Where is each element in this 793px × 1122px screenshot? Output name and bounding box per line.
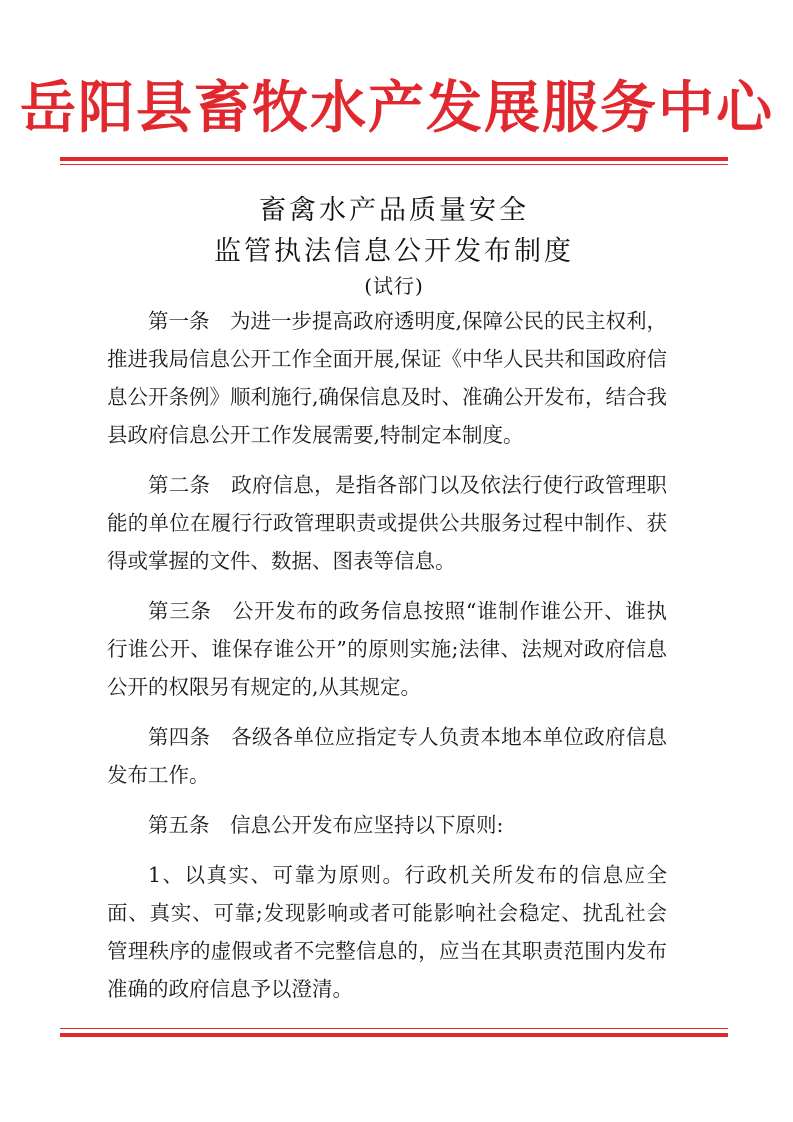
footer-red-rule-thin <box>60 1028 728 1029</box>
document-title-line-1: 畜禽水产品质量安全 <box>259 195 529 226</box>
article-2: 第二条 政府信息，是指各部门以及依法行使行政管理职能的单位在履行行政管理职责或提供公共服务过程中制作、获得或掌握的文件、数据、图表等信息。 <box>107 473 667 573</box>
document-body <box>107 302 667 1008</box>
organization-title: 岳阳县畜牧水产发展服务中心 <box>20 75 774 141</box>
article-5-item-1: 1、以真实、可靠为原则。行政机关所发布的信息应全面、真实、可靠;发现影响或者可能影响社会稳定、扰乱社会管理秩序的虚假或者不完整信息的，应当在其职责范围内发布准确的政府信息予以澄清。 <box>107 863 667 1001</box>
org-header <box>20 68 774 148</box>
header-red-rule-thin <box>60 164 728 165</box>
article-3: 第三条 公开发布的政务信息按照“谁制作谁公开、谁执行谁公开、谁保存谁公开”的原则实施;法律、法规对政府信息公开的权限另有规定的,从其规定。 <box>107 599 667 699</box>
article-4: 第四条 各级各单位应指定专人负责本地本单位政府信息发布工作。 <box>107 725 667 787</box>
article-1: 第一条 为进一步提高政府透明度,保障公民的民主权利，推进我局信息公开工作全面开展,保证《中华人民共和国政府信息公开条例》顺利施行,确保信息及时、准确公开发布，结合我县政府信息公开工作发展需要,特制定本制度。 <box>107 309 668 447</box>
document-subtitle: (试行) <box>364 274 424 298</box>
header-red-rule <box>60 157 728 161</box>
footer-red-rule <box>60 1033 728 1037</box>
document-title-line-2: 监管执法信息公开发布制度 <box>214 236 574 267</box>
article-5: 第五条 信息公开发布应坚持以下原则: <box>148 813 504 837</box>
